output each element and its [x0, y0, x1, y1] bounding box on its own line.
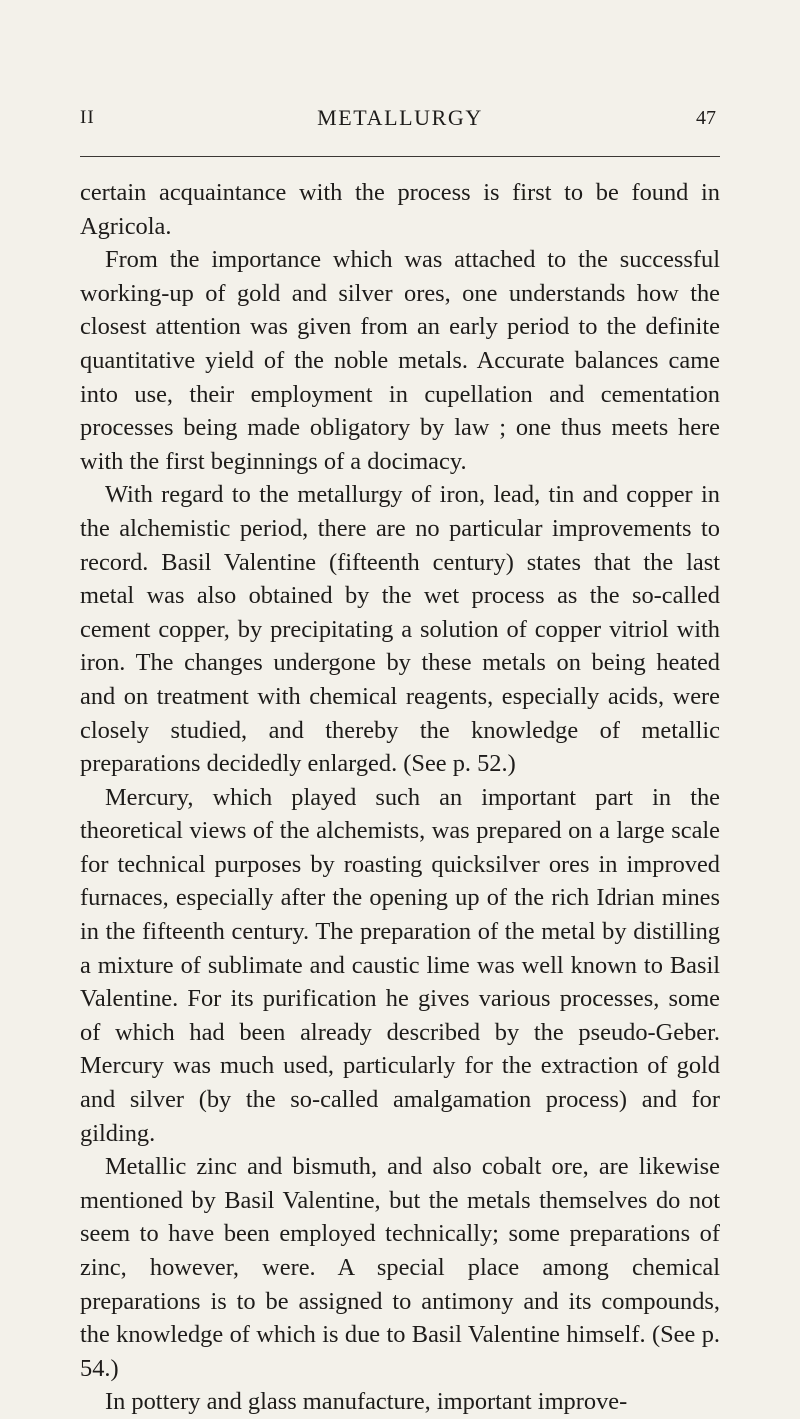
running-head — [80, 98, 720, 138]
chapter-number: II — [80, 107, 95, 128]
header-rule — [80, 156, 720, 157]
paragraph-mercury: Mercury, which played such an important part in the theoretical views of the alchemists, was prepared on a large scale for technical purposes by roasting quicksilver ores in improved furnaces, especially after the opening up of the rich Idrian mines in the fifteenth century. The preparation of the metal by distilling a mixture of sublimate and caustic lime was well known to Basil Valentine. For its purification he gives various processes, some of which had been already described by the pseudo-Geber. Mercury was much used, particularly for the extraction of gold and silver (by the so-called amalgamation process) and for gilding. — [80, 783, 720, 1147]
running-title: METALLURGY — [317, 105, 483, 130]
body-text — [80, 176, 720, 1419]
paragraph-assaying: From the importance which was attached to the successful working-up of gold and silver ores, one understands how the closest attention was given from an early period to the definite quantitative yield of the noble metals. Accurate balances came into use, their employment in cupellation and cementation processes being made obligatory by law ; one thus meets here with the first beginnings of a docimacy. — [80, 246, 720, 475]
page-number: 47 — [696, 107, 716, 129]
paragraph-continuation: certain acquaintance with the process is first to be found in Agricola. — [80, 179, 720, 240]
paragraph-iron-lead-tin-copper: With regard to the metallurgy of iron, lead, tin and copper in the alchemistic period, there are no particular improvements to record. Basil Valentine (fifteenth century) states that the last metal was also obtained by the wet process as the so-called cement copper, by precipitating a solution of copper vitriol with iron. The changes undergone by these metals on being heated and on treatment with chemical reagents, especially acids, were closely studied, and thereby the knowledge of metallic preparations decidedly enlarged. (See p. 52.) — [80, 481, 720, 778]
paragraph-pottery-glass: In pottery and glass manufacture, important improve- — [105, 1388, 628, 1416]
paragraph-zinc-bismuth-antimony: Metallic zinc and bismuth, and also cobalt ore, are likewise mentioned by Basil Valentine, but the metals themselves do not seem to have been employed technically; some preparations of zinc, however, were. A special place among chemical preparations is to be assigned to antimony and its compounds, the knowledge of which is due to Basil Valentine himself. (See p. 54.) — [80, 1153, 720, 1382]
